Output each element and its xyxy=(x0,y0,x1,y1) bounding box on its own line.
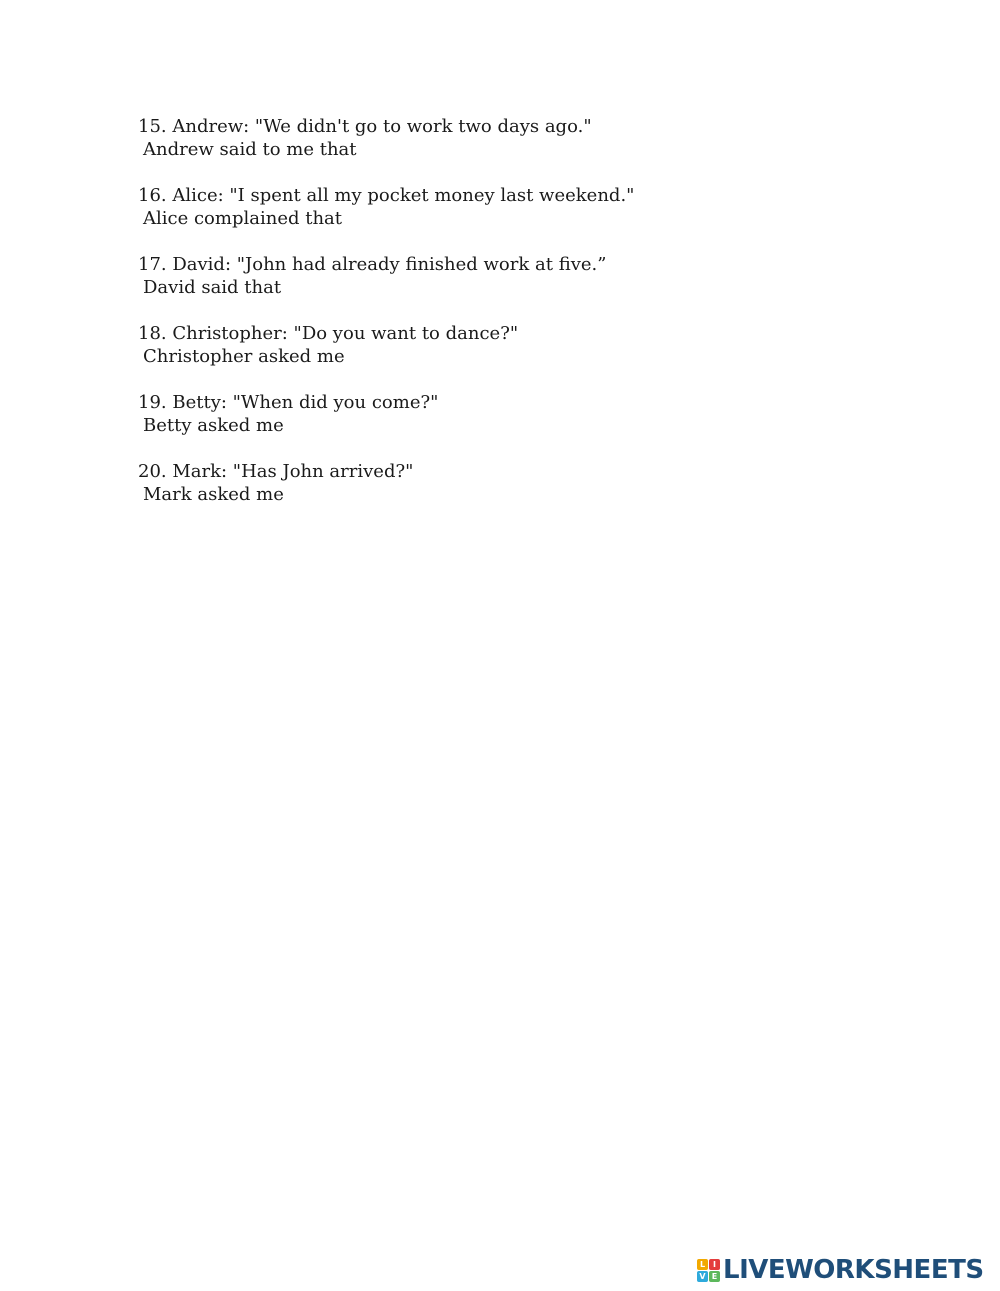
exercise-item-16 xyxy=(138,184,838,230)
answer-start-text: Mark asked me xyxy=(143,484,284,505)
exercise-prompt: 20. Mark: "Has John arrived?" xyxy=(138,461,414,482)
exercise-prompt: 15. Andrew: "We didn't go to work two days ago." xyxy=(138,116,592,137)
exercise-item-15 xyxy=(138,115,838,161)
exercise-item-20 xyxy=(138,460,838,506)
logo-mark-letter: V xyxy=(697,1271,708,1282)
answer-start-text: Andrew said to me that xyxy=(143,139,357,160)
answer-start-text: Christopher asked me xyxy=(143,346,345,367)
liveworksheets-logo xyxy=(697,1257,984,1283)
exercise-prompt: 16. Alice: "I spent all my pocket money last weekend." xyxy=(138,185,635,206)
exercise-item-19 xyxy=(138,391,838,437)
worksheet-content xyxy=(138,115,838,529)
exercise-prompt: 18. Christopher: "Do you want to dance?" xyxy=(138,323,519,344)
logo-mark-letter: E xyxy=(709,1271,720,1282)
logo-mark-letter: L xyxy=(697,1259,708,1270)
answer-start-text: Alice complained that xyxy=(143,208,343,229)
logo-text: LIVEWORKSHEETS xyxy=(723,1255,984,1285)
answer-start-text: David said that xyxy=(143,277,282,298)
exercise-prompt: 17. David: "John had already finished work at five.” xyxy=(138,254,607,275)
exercise-item-18 xyxy=(138,322,838,368)
logo-mark-icon xyxy=(697,1259,720,1282)
logo-mark-letter: I xyxy=(709,1259,720,1270)
exercise-item-17 xyxy=(138,253,838,299)
answer-start-text: Betty asked me xyxy=(143,415,284,436)
exercise-prompt: 19. Betty: "When did you come?" xyxy=(138,392,439,413)
